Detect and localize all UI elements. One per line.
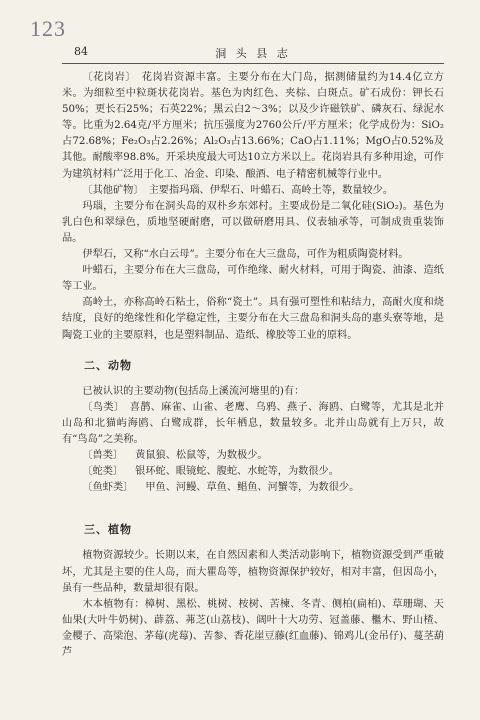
category-text: 黄鼠狼、松鼠等，为数极少。 <box>135 450 268 462</box>
page-header <box>62 43 444 64</box>
running-title: 洞 头 县 志 <box>215 47 291 60</box>
list-item-fish <box>62 480 444 496</box>
paragraph-illite: 伊犁石，又称“水白云母”。主要分布在大三盘岛，可作为粗质陶瓷材料。 <box>82 249 409 261</box>
paragraph-other-minerals: 〔其他矿物〕 主要指玛瑙、伊犁石、叶蜡石、高岭土等，数量较少。 <box>82 184 394 196</box>
category-tag: 〔鱼虾类〕 <box>82 482 134 494</box>
paragraph-agate: 玛瑙，主要分布在洞头岛的双朴乡东郊村。主要成份是二氧化硅(SiO₂)。基色为乳白色和翠绿色，质地坚硬耐磨，可以做研磨用具、仪表轴承等，可制成贵重装饰品。 <box>62 200 444 244</box>
category-text: 银环蛇、眼镜蛇、腹蛇、水蛇等，为数很少。 <box>135 466 339 478</box>
paragraph-pyrophyllite: 叶蜡石，主要分布在大三盘岛，可作绝缘、耐火材料，可用于陶瓷、油漆、造纸等工业。 <box>62 265 444 293</box>
section-heading-animals: 二、动物 <box>84 358 132 372</box>
paragraph-woody-plants: 木本植物有：樟树、黑松、桃树、桉树、苦楝、冬青、侧柏(扁柏)、草珊瑚、天仙果(大叶牛奶树)、薜荔、茀芝(山荔枝)、阔叶十大功劳、冠盖藤、檵木、野山楂、金樱子、高梁泡、茅莓(虎莓)、苦参、香花崖豆藤(红血藤)、锦鸡儿(金吊仔)、蔓茎葫芦 <box>62 598 444 658</box>
list-item-mammals <box>62 448 444 464</box>
page-number: 84 <box>74 45 88 58</box>
category-tag: 〔蛇类〕 <box>82 466 124 478</box>
paragraph-birds: 〔鸟类〕 喜鹊、麻雀、山雀、老鹰、乌鸦、燕子、海鸥、白鹭等，尤其是北并山岛和北猫屿海鸥、白鹭成群，长年栖息，数量较多。北并山岛就有上万只，故有“鸟岛”之美称。 <box>62 401 444 445</box>
paragraph-animals-intro: 已被认识的主要动物(包括岛上溪流河塘里的)有： <box>82 385 305 397</box>
paragraph-plants-intro: 植物资源较少。长期以来，在自然因素和人类活动影响下，植物资源受到严重破坏，尤其是主要的住人岛，而大瞿岛等，植物资源保护较好，相对丰富，但因岛小，虽有一些品种，数量却很有限。 <box>62 550 444 594</box>
category-text: 甲鱼、河鳗、草鱼、鲳鱼、河蟹等，为数很少。 <box>145 482 360 494</box>
paragraph-granite: 〔花岗岩〕 花岗岩资源丰富。主要分布在大门岛，据测储量约为14.4亿立方米。为细粒至中粒斑状花岗岩。基色为肉红色、夹棕、白斑点。矿石成份：钾长石50%；更长石25%；石英22%；黑云白2～3%；以及少许磁铁矿、磷灰石、绿泥水等。比重为2.64克/平方厘米；抗压强度为2760公斤/平方厘米；化学成份为：SiO₂占72.68%；Fe₂O₃占2.26%；Al₂O₃占13.66%；CaO占1.11%；MgO占0.52%及其他。耐酸率98.8%。开采块度最大可达10立方米以上。花岗岩具有多种用途，可作为建筑材料广泛用于化工、冶金、印染、酿酒、电子精密机械等行业中。 <box>62 72 444 180</box>
page-content <box>62 70 444 661</box>
list-item-snakes <box>62 464 444 480</box>
section-heading-plants: 三、植物 <box>84 523 132 537</box>
paragraph-kaolin: 高岭土，亦称高岭石粘土，俗称“瓷土”。具有强可塑性和粘结力，高耐火度和烧结度，良好的绝缘性和化学稳定性，主要分布在大三盘岛和洞头岛的惠头寮等地，是陶瓷工业的主要原料，也是塑料制品、造纸、橡胶等工业的原料。 <box>62 297 444 341</box>
category-tag: 〔兽类〕 <box>82 450 124 462</box>
handwritten-page-number: 123 <box>30 16 66 41</box>
